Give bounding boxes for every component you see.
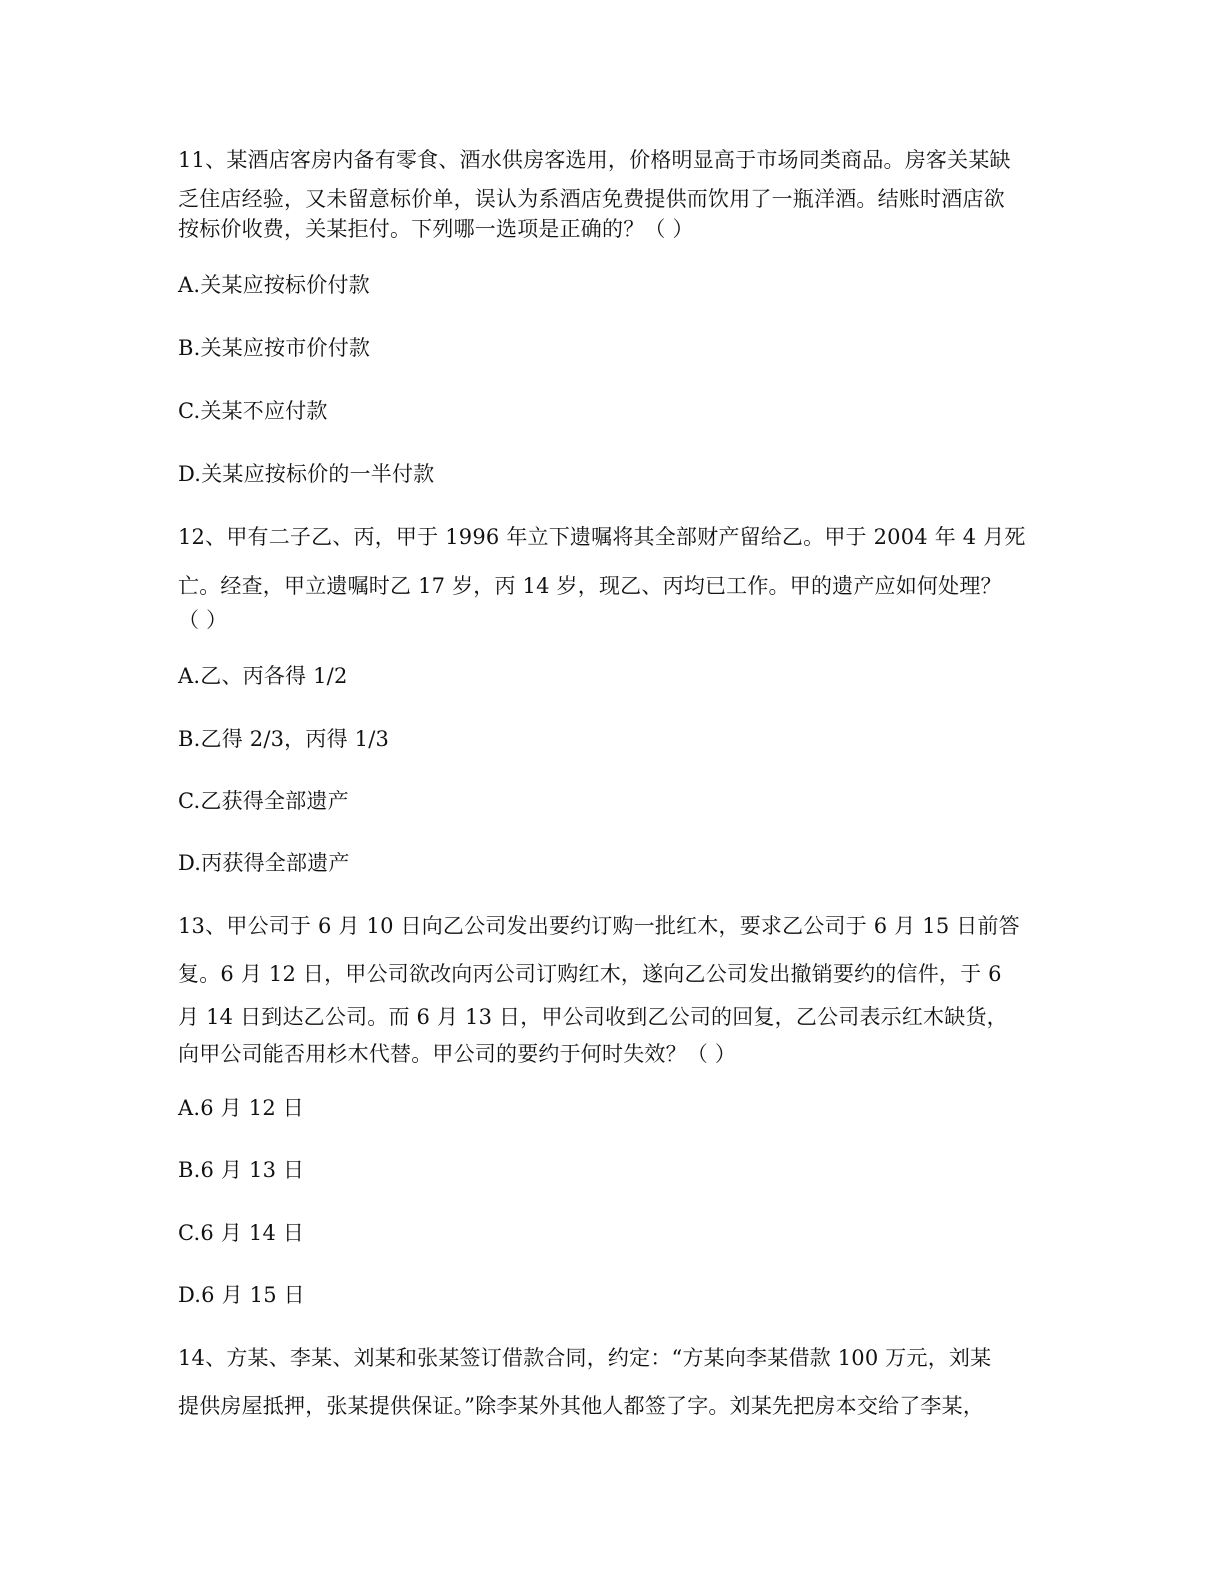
question-11-option-d: D.关某应按标价的一半付款 — [178, 462, 435, 486]
question-12-stem-line-3: （ ） — [178, 608, 228, 632]
question-12-stem-line-2: 亡。经查，甲立遗嘱时乙 17 岁，丙 14 岁，现乙、丙均已工作。甲的遗产应如何处理？ — [178, 574, 1002, 598]
question-13-option-b: B.6 月 13 日 — [178, 1158, 305, 1182]
question-13-stem-line-1: 13、甲公司于 6 月 10 日向乙公司发出要约订购一批红木，要求乙公司于 6 月 15 日前答 — [178, 914, 1020, 938]
question-14-stem-line-2: 提供房屋抵押，张某提供保证。”除李某外其他人都签了字。刘某先把房本交给了李某， — [178, 1394, 985, 1418]
question-11-stem-line-2: 乏住店经验，又未留意标价单，误认为系酒店免费提供而饮用了一瓶洋酒。结账时酒店欲 — [178, 187, 1005, 211]
question-11-option-a: A.关某应按标价付款 — [178, 273, 370, 297]
question-13-option-c: C.6 月 14 日 — [178, 1221, 305, 1245]
question-13-stem-line-4: 向甲公司能否用杉木代替。甲公司的要约于何时失效？（ ） — [178, 1042, 737, 1066]
question-14-stem-line-1: 14、方某、李某、刘某和张某签订借款合同，约定：“方某向李某借款 100 万元，刘某 — [178, 1346, 992, 1370]
question-12-option-d: D.丙获得全部遗产 — [178, 851, 350, 875]
question-11-option-c: C.关某不应付款 — [178, 399, 328, 423]
question-13-option-d: D.6 月 15 日 — [178, 1283, 305, 1307]
question-11-option-b: B.关某应按市价付款 — [178, 336, 371, 360]
question-12-option-c: C.乙获得全部遗产 — [178, 789, 349, 813]
question-13-stem-line-3: 月 14 日到达乙公司。而 6 月 13 日，甲公司收到乙公司的回复，乙公司表示红木缺货， — [178, 1005, 1008, 1029]
question-11-stem-line-3: 按标价收费，关某拒付。下列哪一选项是正确的？（ ） — [178, 217, 694, 241]
question-12-option-a: A.乙、丙各得 1/2 — [178, 664, 348, 688]
question-13-option-a: A.6 月 12 日 — [178, 1096, 304, 1120]
question-11-stem-line-1: 11、某酒店客房内备有零食、酒水供房客选用，价格明显高于市场同类商品。房客关某缺 — [178, 148, 1011, 172]
question-12-option-b: B.乙得 2/3，丙得 1/3 — [178, 727, 390, 751]
question-12-stem-line-1: 12、甲有二子乙、丙，甲于 1996 年立下遗嘱将其全部财产留给乙。甲于 2004 年 4 月死 — [178, 525, 1026, 549]
question-13-stem-line-2: 复。6 月 12 日，甲公司欲改向丙公司订购红木，遂向乙公司发出撤销要约的信件，于 6 — [178, 962, 1002, 986]
